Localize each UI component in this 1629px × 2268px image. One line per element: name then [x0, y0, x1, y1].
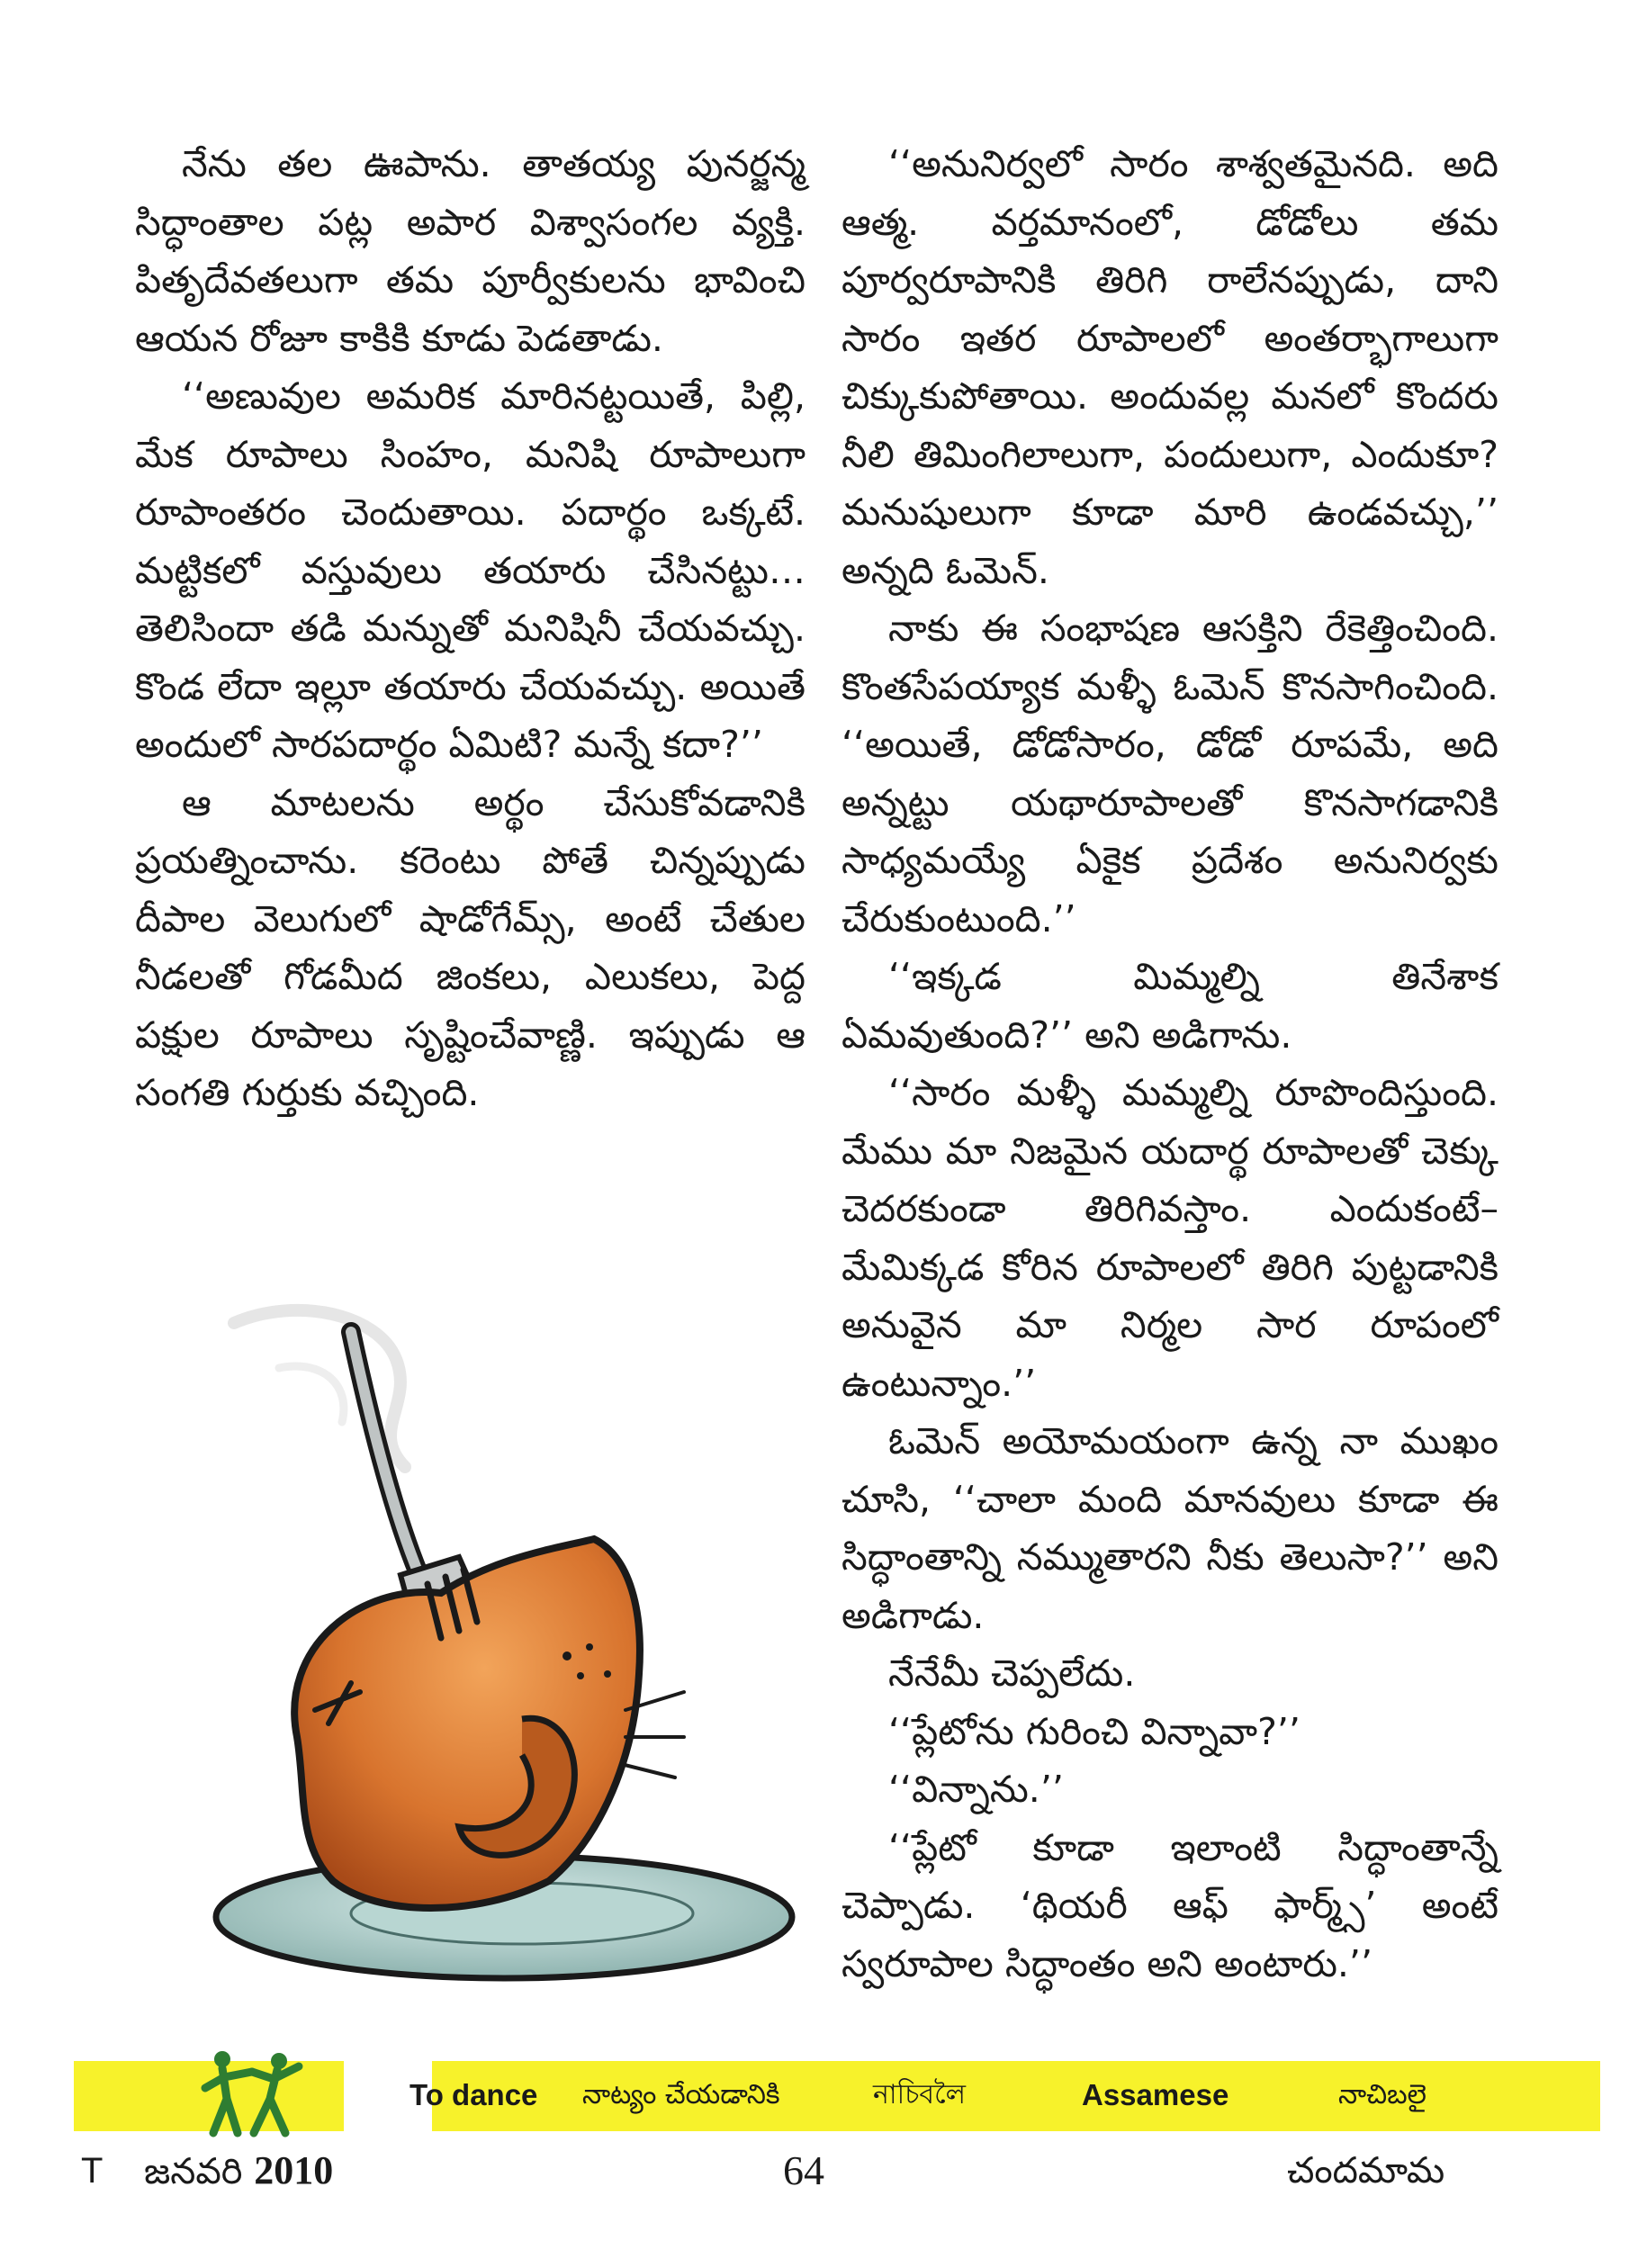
- vocabulary-strip: [74, 2061, 1600, 2131]
- paragraph: ‘‘ఇక్కడ మిమ్మల్ని తినేశాక ఏమవుతుంది?’’ అని అడిగాను.: [842, 955, 1498, 1057]
- language-name: Assamese: [1082, 2078, 1229, 2111]
- paragraph: నాకు ఈ సంభాషణ ఆసక్తిని రేకెత్తించింది. కొంతసేపయ్యాక మళ్ళీ ఓమెన్ కొనసాగించింది. ‘‘అయితే, డోడోసారం, డోడో రూపమే, అది అన్నట్టు యథారూపాలతో కొనసాగడానికి సాధ్యమయ్యే ఏకైక ప్రదేశం అనునిర్వకు చేరుకుంటుంది.’’: [842, 607, 1498, 940]
- paragraph: ‘‘సారం మళ్ళీ మమ్మల్ని రూపొందిస్తుంది. మేము మా నిజమైన యదార్థ రూపాలతో చెక్కు చెదరకుండా తిరిగివస్తాం. ఎందుకంటే–మేమిక్కడ కోరిన రూపాలలో తిరిగి పుట్టడానికి అనువైన మా నిర్మల సార రూపంలో ఉంటున్నాం.’’: [842, 1071, 1498, 1405]
- english-word: To dance: [410, 2078, 538, 2111]
- roast-chicken-illustration: [171, 1287, 801, 1989]
- transliteration: నాచిబలై: [1338, 2079, 1426, 2110]
- paragraph: ‘‘ప్లేటోను గురించి విన్నావా?’’: [888, 1709, 1300, 1753]
- paragraph: నేను తల ఊపాను. తాతయ్య పునర్జన్మ సిద్ధాంతాల పట్ల అపార విశ్వాసంగల వ్యక్తి. పితృదేవతలుగా తమ పూర్వీకులను భావించి ఆయన రోజూ కాకికి కూడు పెడతాడు.: [135, 142, 806, 360]
- paragraph: ‘‘అనునిర్వలో సారం శాశ్వతమైనది. అది ఆత్మ. వర్తమానంలో, డోడోలు తమ పూర్వరూపానికి తిరిగి రాలేనప్పుడు, దాని సారం ఇతర రూపాలలో అంతర్భాగాలుగా చిక్కుకుపోతాయి. అందువల్ల మనలో కొందరు నీలి తిమింగిలాలుగా, పందులుగా, ఎందుకూ? మనుషులుగా కూడా మారి ఉండవచ్చు,’’ అన్నది ఓమెన్.: [842, 142, 1498, 592]
- magazine-name: చందమామ: [1287, 2150, 1445, 2192]
- issue-month: జనవరి: [144, 2151, 243, 2192]
- paragraph: ‘‘ప్లేటో కూడా ఇలాంటి సిద్ధాంతాన్నే చెప్పాడు. ‘థియరీ ఆఫ్ ఫార్మ్స్’ అంటే స్వరూపాల సిద్ధాంతం అని అంటారు.’’: [842, 1825, 1498, 1985]
- dancing-couple-icon: [200, 2047, 308, 2142]
- paragraph: ఆ మాటలను అర్థం చేసుకోవడానికి ప్రయత్నించాను. కరెంటు పోతే చిన్నప్పుడు దీపాల వెలుగులో షాడోగేమ్స్, అంటే చేతుల నీడలతో గోడమీద జింకలు, ఎలుకలు, పెద్ద పక్షుల రూపాలు సృష్టించేవాణ్ణి. ఇప్పుడు ఆ సంగతి గుర్తుకు వచ్చింది.: [135, 780, 806, 1114]
- footer-mark: T: [81, 2151, 104, 2191]
- paragraph: ‘‘అణువుల అమరిక మారినట్టయితే, పిల్లి, మేక రూపాలు సింహం, మనిషి రూపాలుగా రూపాంతరం చెందుతాయి. పదార్థం ఒక్కటే. మట్టికలో వస్తువులు తయారు చేసినట్టు… తెలిసిందా తడి మన్నుతో మనిషినీ చేయవచ్చు. కొండ లేదా ఇల్లూ తయారు చేయవచ్చు. అయితే అందులో సారపదార్థం ఏమిటి? మన్నే కదా?’’: [135, 374, 806, 766]
- issue-date: [144, 2146, 333, 2196]
- assamese-script-word: নাচিবলৈ: [873, 2079, 967, 2110]
- issue-year: 2010: [254, 2148, 334, 2192]
- right-column: [842, 135, 1498, 1993]
- paragraph: నేనేమీ చెప్పలేదు.: [888, 1652, 1136, 1695]
- paragraph: ‘‘విన్నాను.’’: [888, 1768, 1064, 1811]
- paragraph: ఓమెన్ అయోమయంగా ఉన్న నా ముఖం చూసి, ‘‘చాలా మంది మానవులు కూడా ఈ సిద్ధాంతాన్ని నమ్ముతారని నీకు తెలుసా?’’ అని అడిగాడు.: [842, 1419, 1498, 1637]
- page-number: 64: [783, 2147, 824, 2193]
- left-column: [135, 135, 806, 1122]
- telugu-meaning: నాట్యం చేయడానికి: [582, 2079, 780, 2110]
